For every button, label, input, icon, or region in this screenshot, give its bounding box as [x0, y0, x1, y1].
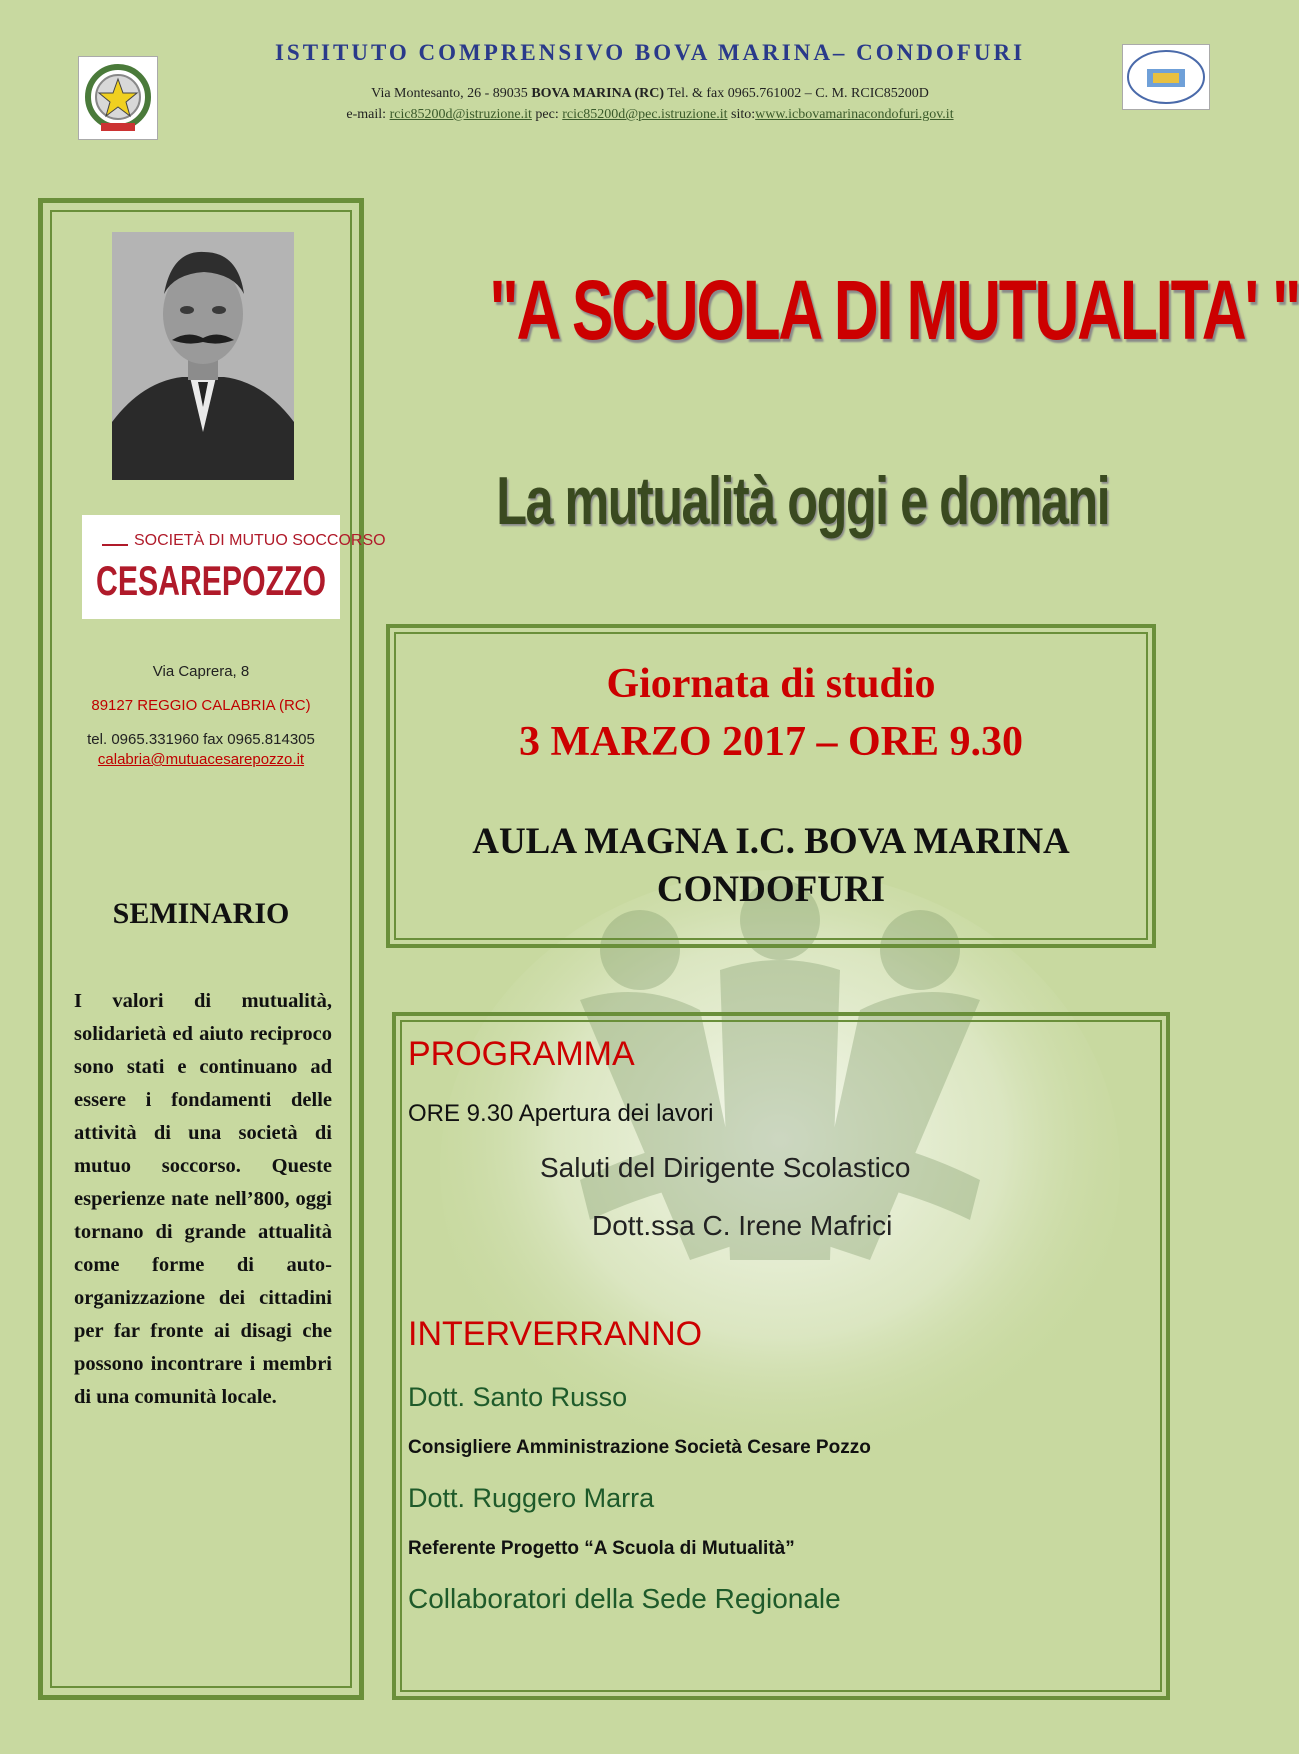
speaker-2-name: Dott. Ruggero Marra — [408, 1483, 655, 1513]
speaker-1-name: Dott. Santo Russo — [408, 1382, 628, 1412]
sidebar-email-link[interactable]: calabria@mutuacesarepozzo.it — [97, 751, 305, 768]
republic-emblem-icon — [78, 56, 158, 140]
seminar-paragraph: I valori di mutualità, solidarietà ed aiuto reciproco sono stati e continuano ad essere i fondamenti delle attività di una società di mutuo soccorso. Queste esperienze nate nell’800, oggi tornano di grande attualità come forme di auto-organizzazione dei cittadini per far fronte ai disagi che possono incontrare i membri di una comunità locale. — [74, 990, 332, 1408]
pec-label: pec: — [531, 107, 563, 122]
logo-line-1: SOCIETÀ DI MUTUO SOCCORSO — [134, 532, 386, 549]
school-email-link[interactable]: rcic85200d@istruzione.it — [389, 107, 532, 122]
subtitle: La mutualità oggi e domani — [496, 463, 1110, 539]
seminar-heading: SEMINARIO — [112, 897, 290, 930]
address-city: BOVA MARINA (RC) — [531, 86, 665, 101]
speaker-1-role: Consigliere Amministrazione Società Cesare Pozzo — [408, 1437, 871, 1458]
event-date-time: 3 MARZO 2017 – ORE 9.30 — [519, 719, 1023, 765]
site-label: sito: — [727, 107, 756, 122]
speakers-heading: INTERVERRANNO — [408, 1315, 703, 1353]
school-logo-icon — [1122, 44, 1210, 110]
school-site-link[interactable]: www.icbovamarinacondofuri.gov.it — [755, 107, 954, 122]
program-opening: ORE 9.30 Apertura dei lavori — [408, 1100, 714, 1127]
program-greeting-name: Dott.ssa C. Irene Mafrici — [592, 1210, 893, 1241]
cesare-pozzo-logo — [82, 515, 386, 619]
event-location-line-1: AULA MAGNA I.C. BOVA MARINA — [472, 821, 1070, 862]
school-pec-link[interactable]: rcic85200d@pec.istruzione.it — [562, 107, 728, 122]
sidebar-city: 89127 REGGIO CALABRIA (RC) — [91, 697, 311, 714]
school-contacts — [180, 107, 1120, 123]
school-name: ISTITUTO COMPRENSIVO BOVA MARINA– CONDOFURI — [274, 40, 1026, 65]
address-street: Via Montesanto, 26 - 89035 — [371, 86, 532, 101]
email-label: e-mail: — [346, 107, 390, 122]
main-title: "A SCUOLA DI MUTUALITA' " — [489, 263, 1299, 357]
school-address — [180, 86, 1120, 102]
address-phone: Tel. & fax 0965.761002 – C. M. RCIC85200D — [664, 86, 929, 101]
event-location-line-2: CONDOFURI — [656, 869, 886, 910]
speaker-2-role: Referente Progetto “A Scuola di Mutualità” — [408, 1538, 795, 1559]
portrait-photo — [112, 232, 294, 480]
speaker-3-name: Collaboratori della Sede Regionale — [408, 1583, 841, 1614]
program-heading: PROGRAMMA — [408, 1035, 635, 1073]
sidebar-phone: tel. 0965.331960 fax 0965.814305 — [87, 731, 315, 748]
program-greeting: Saluti del Dirigente Scolastico — [540, 1152, 911, 1183]
event-location — [394, 818, 1148, 914]
logo-line-2: CESAREPOZZO — [96, 557, 326, 604]
sidebar-street: Via Caprera, 8 — [152, 663, 250, 680]
event-type: Giornata di studio — [606, 661, 936, 707]
